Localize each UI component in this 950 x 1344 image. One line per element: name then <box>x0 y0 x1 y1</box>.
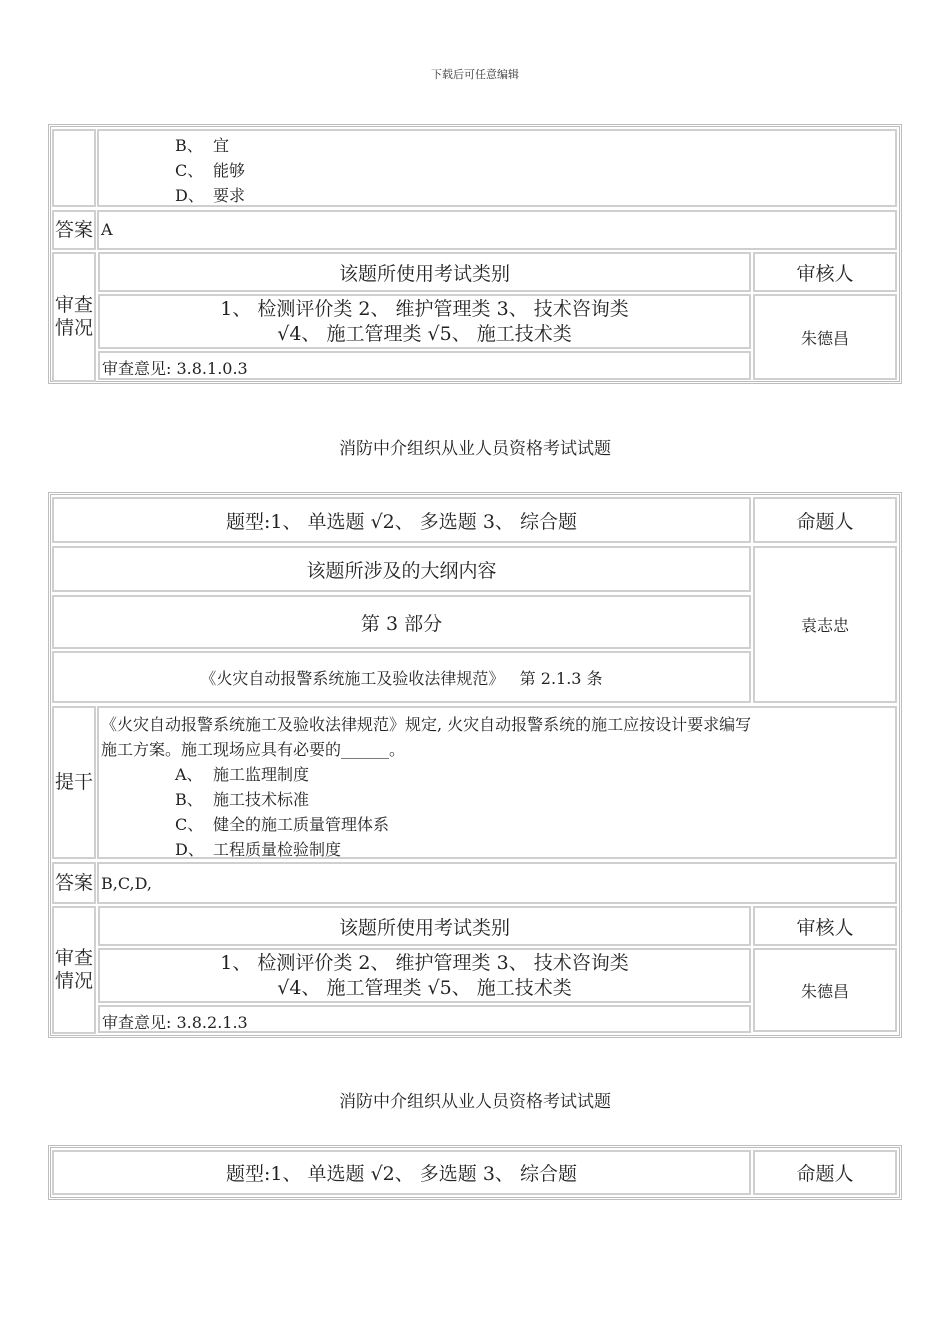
reviewer-name: 朱德昌 <box>753 294 897 380</box>
opinion-text: 审查意见: 3.8.1.0.3 <box>102 359 248 378</box>
outline-part: 第 3 部分 <box>52 595 751 649</box>
option-d: D、 工程质量检验制度 <box>175 840 342 859</box>
option-b: B、 宜 <box>175 136 230 155</box>
options-cell <box>97 129 897 207</box>
opinion-cell <box>98 1005 751 1033</box>
stem-line-2: 施工方案。施工现场应具有必要的______。 <box>101 740 406 759</box>
outline-header: 该题所涉及的大纲内容 <box>52 546 751 592</box>
review-label: 审查 情况 <box>52 252 96 382</box>
category-header: 该题所使用考试类别 <box>98 252 751 292</box>
review-label: 审查 情况 <box>52 906 96 1034</box>
option-c: C、 能够 <box>175 161 246 180</box>
answer-value-cell <box>97 862 897 904</box>
option-a: A、 施工监理制度 <box>175 765 310 784</box>
stem-cell <box>97 706 897 859</box>
stem-label: 提干 <box>52 706 96 859</box>
author-name: 袁志忠 <box>753 546 897 703</box>
exam-title: 消防中介组织从业人员资格考试试题 <box>339 439 611 459</box>
exam-title: 消防中介组织从业人员资格考试试题 <box>339 1092 611 1112</box>
author-header: 命题人 <box>753 1150 897 1195</box>
reviewer-header: 审核人 <box>753 906 897 946</box>
reviewer-name: 朱德昌 <box>753 948 897 1032</box>
opinion-text: 审查意见: 3.8.2.1.3 <box>102 1013 248 1032</box>
options-label-cell <box>52 129 96 207</box>
answer-value: B,C,D, <box>101 874 152 893</box>
category-header: 该题所使用考试类别 <box>98 906 751 946</box>
option-c: C、 健全的施工质量管理体系 <box>175 815 390 834</box>
category-list: 1、 检测评价类 2、 维护管理类 3、 技术咨询类 √4、 施工管理类 √5、 施工技术类 <box>98 948 751 1003</box>
option-d: D、 要求 <box>175 186 246 205</box>
question-type: 题型:1、 单选题 √2、 多选题 3、 综合题 <box>52 1150 751 1195</box>
header-note: 下载后可任意编辑 <box>431 68 519 81</box>
category-list: 1、 检测评价类 2、 维护管理类 3、 技术咨询类 √4、 施工管理类 √5、 施工技术类 <box>98 294 751 349</box>
answer-value: A <box>101 220 113 239</box>
option-b: B、 施工技术标准 <box>175 790 310 809</box>
answer-label: 答案 <box>52 210 96 250</box>
author-header: 命题人 <box>753 497 897 543</box>
outline-source: 《火灾自动报警系统施工及验收法律规范》 第 2.1.3 条 <box>52 651 751 703</box>
opinion-cell <box>98 351 751 380</box>
answer-label: 答案 <box>52 862 96 904</box>
question-type: 题型:1、 单选题 √2、 多选题 3、 综合题 <box>52 497 751 543</box>
reviewer-header: 审核人 <box>753 252 897 292</box>
answer-value-cell <box>97 210 897 250</box>
stem-line-1: 《火灾自动报警系统施工及验收法律规范》规定, 火灾自动报警系统的施工应按设计要求编写 <box>101 715 752 734</box>
